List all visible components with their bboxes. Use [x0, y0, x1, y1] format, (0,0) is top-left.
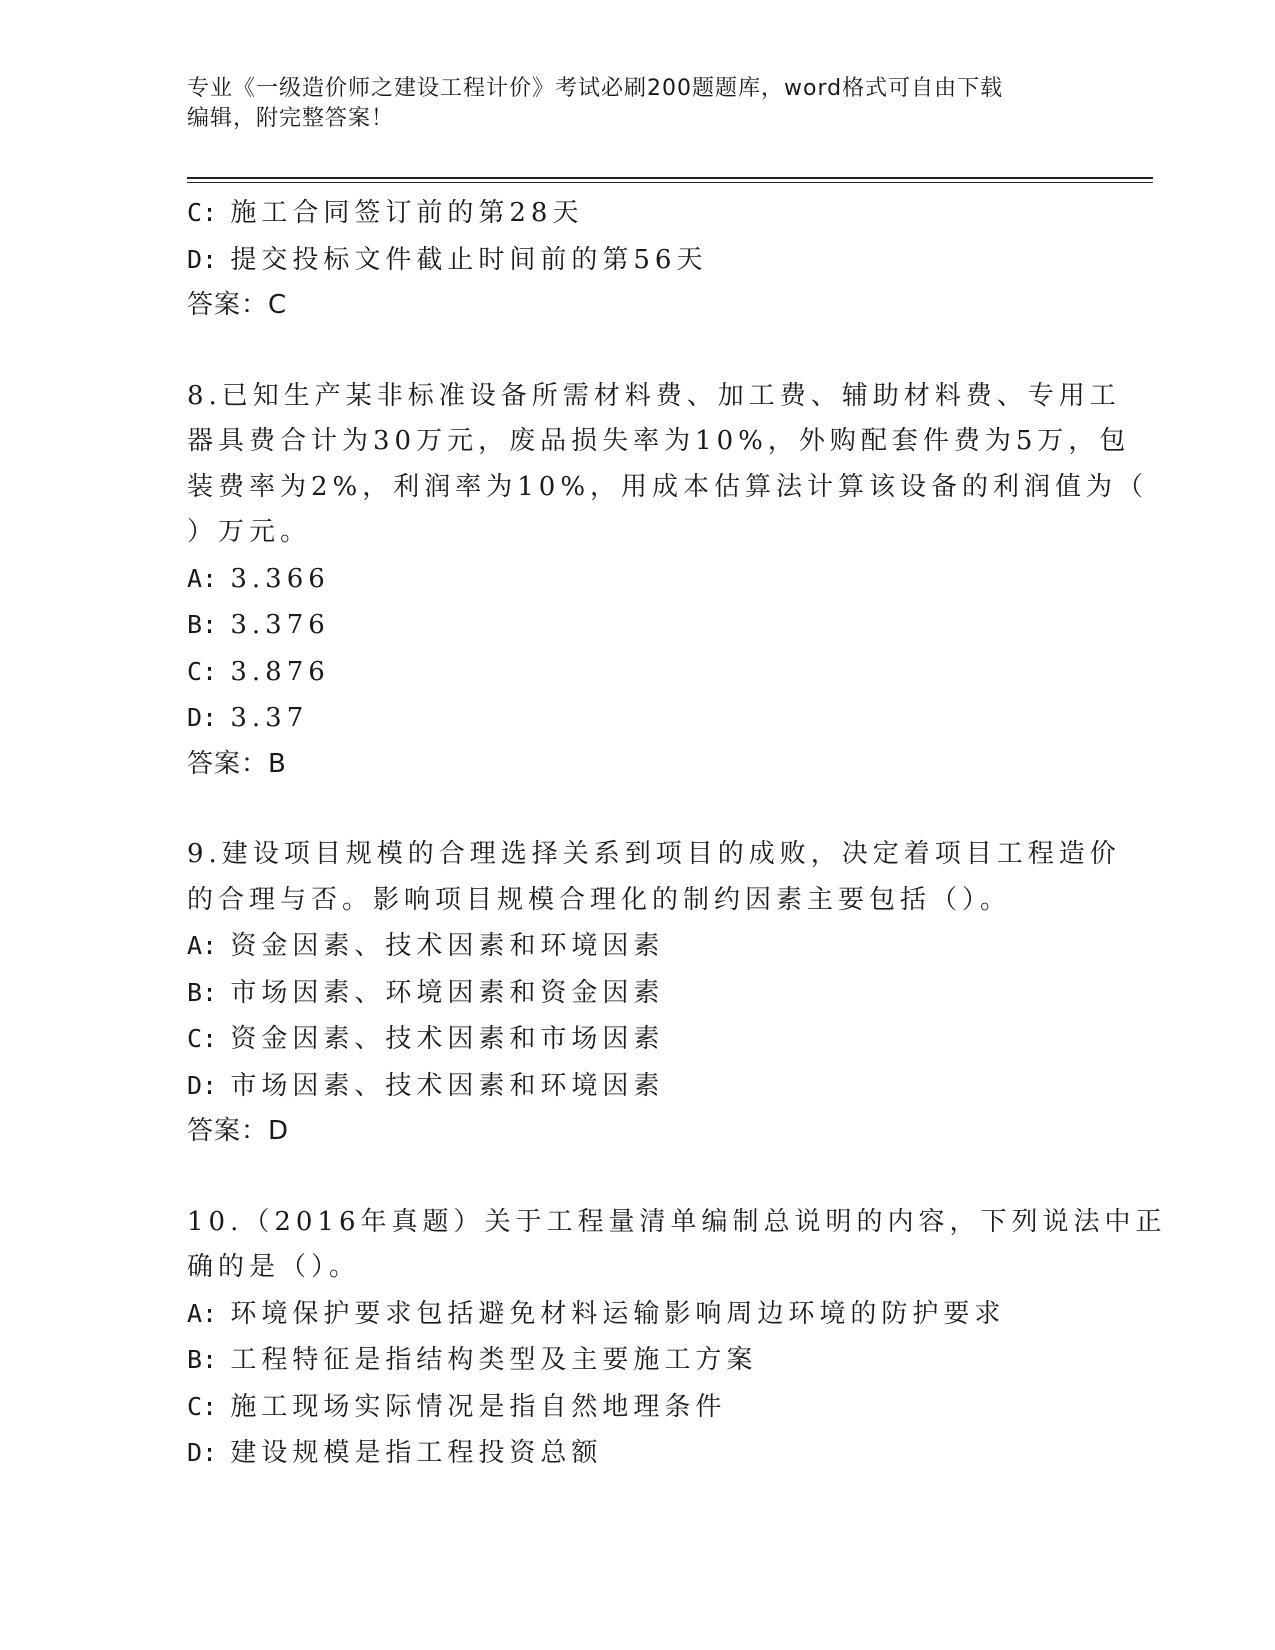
option-c: C: 施工合同签订前的第28天 — [187, 198, 584, 228]
question-text-line: 10.（2016年真题）关于工程量清单编制总说明的内容，下列说法中正 — [187, 1206, 1167, 1237]
option-d: D: 3.37 — [187, 703, 309, 733]
header-divider-thin — [187, 182, 1153, 183]
question-block — [187, 190, 1087, 329]
header-line-1: 专业《一级造价师之建设工程计价》考试必刷200题题库，word格式可自由下载 — [187, 76, 1004, 101]
option-a: A: 资金因素、技术因素和环境因素 — [187, 931, 665, 961]
answer-line: 答案：D — [187, 1116, 290, 1146]
answer-line: 答案：B — [187, 748, 287, 779]
option-b: B: 3.376 — [187, 610, 330, 640]
question-text-line: 9.建设项目规模的合理选择关系到项目的成败，决定着项目工程造价 — [187, 839, 1121, 869]
question-block — [187, 374, 1149, 788]
option-d: D: 建设规模是指工程投资总额 — [187, 1438, 603, 1468]
question-text-line: 8.已知生产某非标准设备所需材料费、加工费、辅助材料费、专用工 — [187, 380, 1121, 411]
question-text-line: 装费率为2%，利润率为10%，用成本估算法计算该设备的利润值为（ — [187, 471, 1149, 502]
option-c: C: 3.876 — [187, 656, 330, 687]
option-b: B: 工程特征是指结构类型及主要施工方案 — [187, 1345, 758, 1375]
header-divider — [187, 177, 1153, 179]
option-d: D: 提交投标文件截止时间前的第56天 — [187, 244, 708, 275]
question-text-line: 器具费合计为30万元，废品损失率为10%，外购配套件费为5万，包 — [187, 426, 1131, 456]
question-block — [187, 1200, 1167, 1477]
option-c: C: 施工现场实际情况是指自然地理条件 — [187, 1391, 727, 1422]
question-block — [187, 832, 1121, 1155]
option-d: D: 市场因素、技术因素和环境因素 — [187, 1070, 665, 1101]
option-b: B: 市场因素、环境因素和资金因素 — [187, 977, 665, 1008]
question-text-line: 确的是（）。 — [187, 1252, 361, 1282]
question-text-line: 的合理与否。影响项目规模合理化的制约因素主要包括（）。 — [187, 884, 1012, 915]
option-c: C: 资金因素、技术因素和市场因素 — [187, 1024, 665, 1054]
answer-line: 答案：C — [187, 290, 288, 320]
option-a: A: 环境保护要求包括避免材料运输影响周边环境的防护要求 — [187, 1298, 1006, 1329]
document-header — [187, 74, 1067, 134]
header-line-2: 编辑，附完整答案！ — [187, 106, 395, 131]
question-list — [187, 190, 1167, 1477]
option-a: A: 3.366 — [187, 563, 330, 594]
question-text-line: ）万元。 — [187, 517, 312, 547]
